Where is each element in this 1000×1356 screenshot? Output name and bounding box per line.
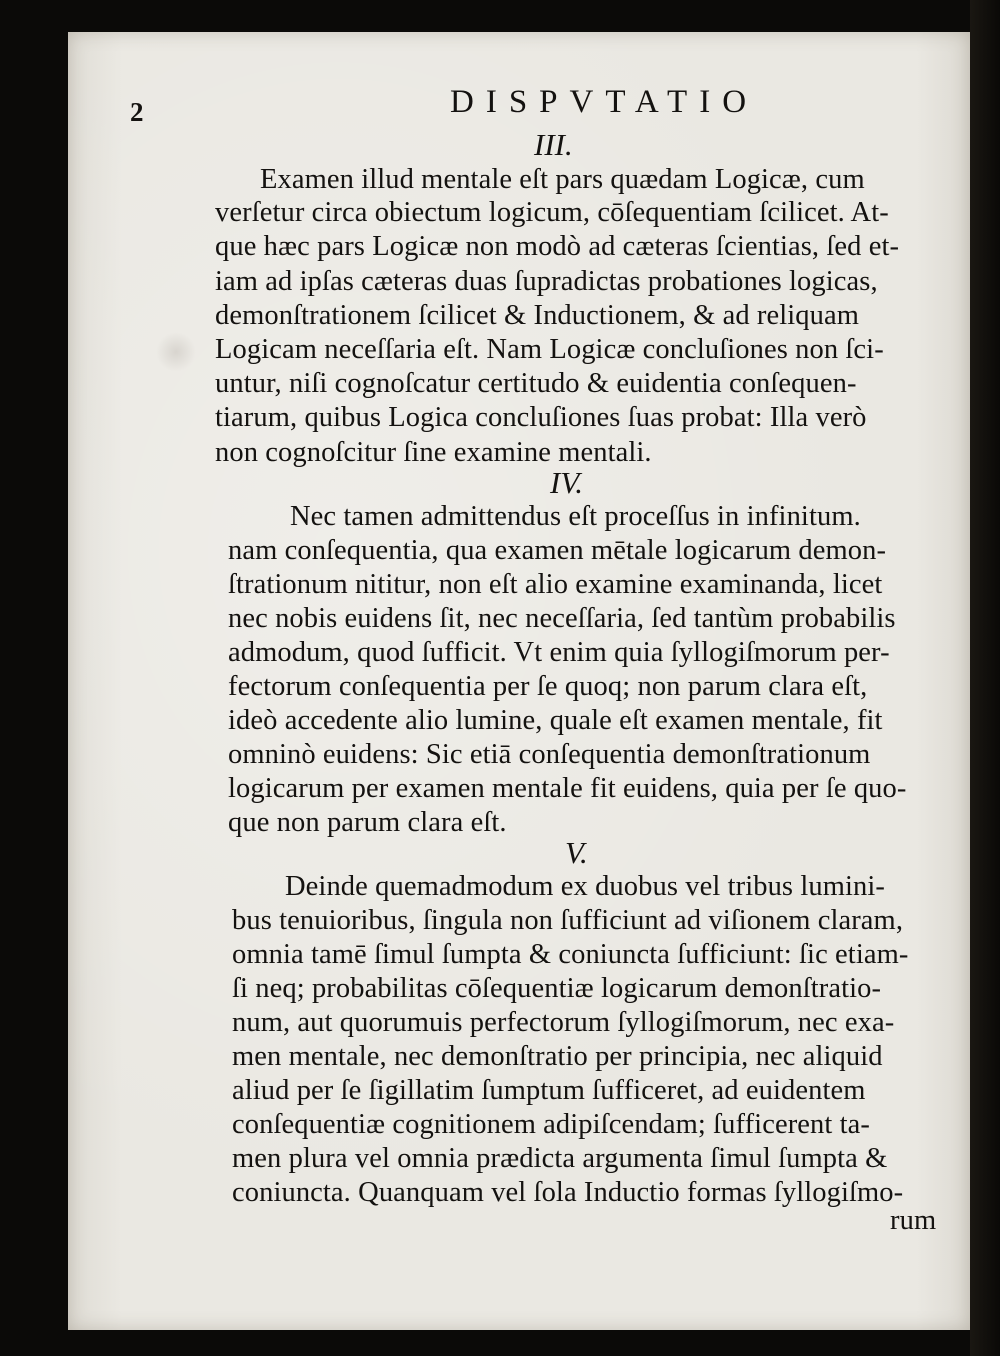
text-line: Logicam neceſſaria eſt. Nam Logicæ concluſiones non ſci- [215, 334, 884, 365]
text-line: men mentale, nec demonſtratio per principia, nec aliquid [232, 1041, 883, 1072]
text-line: bus tenuioribus, ſingula non ſufficiunt ad viſionem claram, [232, 905, 904, 936]
text-line: nam conſequentia, qua examen mētale logicarum demon- [228, 535, 887, 566]
text-line: nec nobis euidens ſit, nec neceſſaria, ſed tantùm probabilis [228, 603, 896, 634]
text-line: conſequentiæ cognitionem adipiſcendam; ſufficerent ta- [232, 1109, 870, 1140]
text-line: coniuncta. Quanquam vel ſola Inductio formas ſyllogiſmo- [232, 1177, 904, 1208]
text-line: verſetur circa obiectum logicum, cōſequentiam ſcilicet. At- [215, 197, 889, 228]
text-line: demonſtrationem ſcilicet & Inductionem, & ad reliquam [215, 300, 859, 331]
text-line: logicarum per examen mentale fit euidens, quia per ſe quo- [228, 773, 907, 804]
section-number: V. [565, 835, 588, 870]
paper-stain [156, 332, 196, 372]
text-line: non cognoſcitur ſine examine mentali. [215, 437, 652, 468]
running-head: DISPVTATIO [450, 84, 759, 120]
text-line: Examen illud mentale eſt pars quædam Logicæ, cum [260, 164, 865, 195]
section-number: IV. [550, 465, 584, 500]
text-line: Nec tamen admittendus eſt proceſſus in infinitum. [290, 501, 861, 532]
text-line: que hæc pars Logicæ non modò ad cæteras ſcientias, ſed et- [215, 231, 900, 262]
text-line: omninò euidens: Sic etiā conſequentia demonſtrationum [228, 739, 871, 770]
text-line: untur, niſi cognoſcatur certitudo & euidentia conſequen- [215, 368, 857, 399]
section-number: III. [534, 127, 573, 162]
page-number: 2 [130, 97, 144, 127]
text-line: men plura vel omnia prædicta argumenta ſimul ſumpta & [232, 1143, 888, 1174]
text-line: Deinde quemadmodum ex duobus vel tribus lumini- [285, 871, 885, 902]
text-line: iam ad ipſas cæteras duas ſupradictas probationes logicas, [215, 266, 878, 297]
text-line: admodum, quod ſufficit. Vt enim quia ſyllogiſmorum per- [228, 637, 890, 668]
text-line: ſi neq; probabilitas cōſequentiæ logicarum demonſtratio- [232, 973, 882, 1004]
text-line: tiarum, quibus Logica concluſiones ſuas probat: Illa verò [215, 402, 867, 433]
text-line: num, aut quorumuis perfectorum ſyllogiſmorum, nec exa- [232, 1007, 895, 1038]
text-line: aliud per ſe ſigillatim ſumptum ſufficeret, ad euidentem [232, 1075, 866, 1106]
book-gutter [970, 0, 1000, 1356]
text-line: fectorum conſequentia per ſe quoq; non parum clara eſt, [228, 671, 868, 702]
catchword: rum [890, 1205, 937, 1236]
text-line: que non parum clara eſt. [228, 807, 507, 838]
text-line: omnia tamē ſimul ſumpta & coniuncta ſufficiunt: ſic etiam- [232, 939, 909, 970]
text-line: ideò accedente alio lumine, quale eſt examen mentale, fit [228, 705, 883, 736]
text-line: ſtrationum nititur, non eſt alio examine examinanda, licet [228, 569, 883, 600]
